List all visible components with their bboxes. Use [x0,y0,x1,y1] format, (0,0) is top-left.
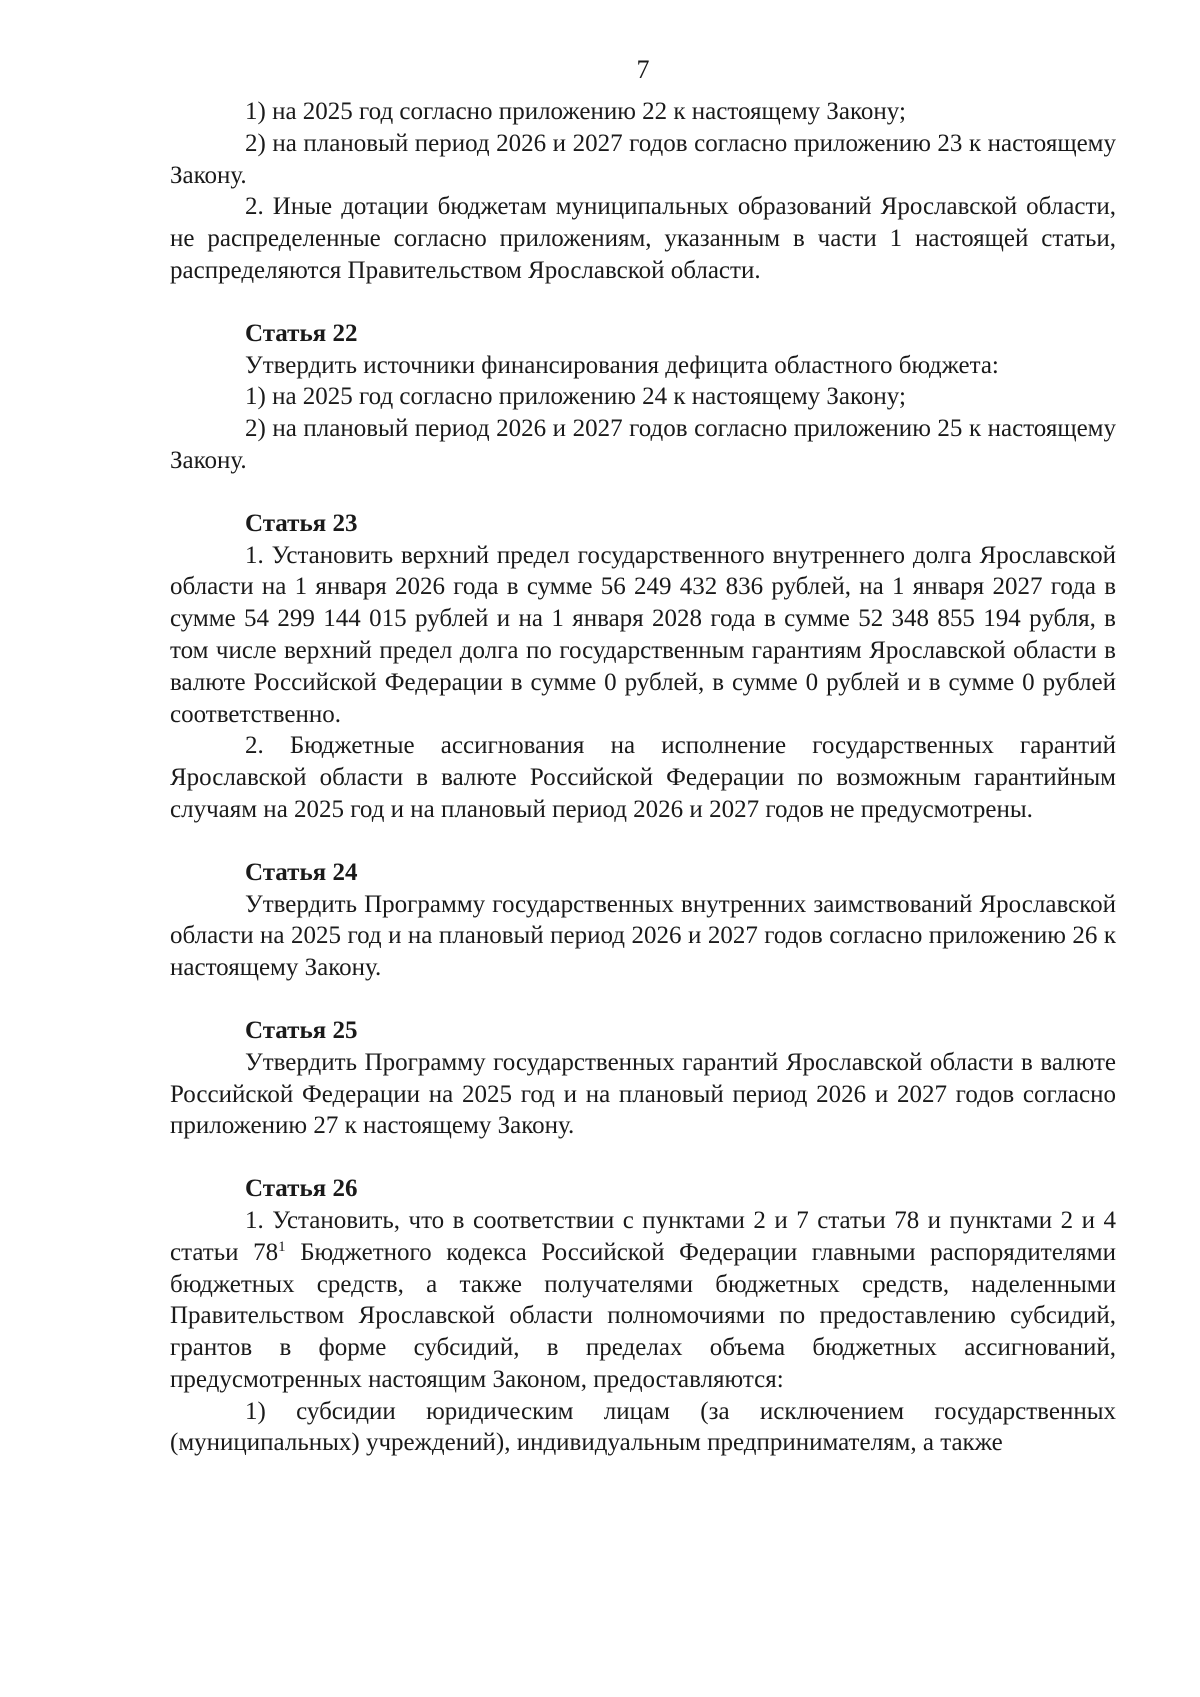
paragraph-intro-3: 2. Иные дотации бюджетам муниципальных образований Ярославской области, не распределенные согласно приложениям, указанным в части 1 настоящей статьи, распределяются Правительством Ярославской области. [170,193,1116,284]
page-number: 7 [636,55,650,84]
article-25-heading: Статья 25 [245,1016,358,1044]
article-26-paragraph-1-start: 1. Установить, что в соответствии с пунктами 2 и 7 статьи 78 и пунктами 2 и 4 статьи 78 [170,1206,1116,1266]
article-23-paragraph-2: 2. Бюджетные ассигнования на исполнение государственных гарантий Ярославской области в валюте Российской Федерации по возможным гарантийным случаям на 2025 год и на плановый период 2026 и 2027 годов не предусмотрены. [170,732,1116,823]
document-page [170,50,1116,1459]
article-22-paragraph-3: 2) на плановый период 2026 и 2027 годов согласно приложению 25 к настоящему Закону. [170,415,1116,474]
article-26-heading: Статья 26 [245,1175,358,1203]
article-26-paragraph-1-end: Бюджетного кодекса Российской Федерации главными распорядителями бюджетных средств, а также получателями бюджетных средств, наделенными Правительством Ярославской области полномочиями по предоставлению субсидий, грантов в форме субсидий, в пределах объема бюджетных ассигнований, предусмотренных настоящим Законом, предоставляются: [170,1238,1117,1393]
article-25-paragraph-1: Утвердить Программу государственных гарантий Ярославской области в валюте Российской Федерации на 2025 год и на плановый период 2026 и 2027 годов согласно приложению 27 к настоящему Закону. [170,1048,1116,1140]
article-22-paragraph-2: 1) на 2025 год согласно приложению 24 к настоящему Закону; [245,383,906,411]
article-24-heading: Статья 24 [245,858,358,886]
article-23-paragraph-1: 1. Установить верхний предел государственного внутреннего долга Ярославской области на 1 января 2026 года в сумме 56 249 432 836 рублей, на 1 января 2027 года в сумме 54 299 144 015 рублей и на 1 января 2028 года в сумме 52 348 855 194 рубля, в том числе верхний предел долга по государственным гарантиям Ярославской области в валюте Российской Федерации в сумме 0 рублей, в сумме 0 рублей и в сумме 0 рублей соответственно. [170,541,1116,728]
paragraph-intro-2: 2) на плановый период 2026 и 2027 годов согласно приложению 23 к настоящему Закону. [170,129,1116,189]
article-22-paragraph-1: Утвердить источники финансирования дефицита областного бюджета: [245,351,999,379]
article-26-paragraph-2: 1) субсидии юридическим лицам (за исключением государственных (муниципальных) учреждений), индивидуальным предпринимателям, а также [170,1397,1116,1457]
article-24-paragraph-1: Утвердить Программу государственных внутренних заимствований Ярославской области на 2025 год и на плановый период 2026 и 2027 годов согласно приложению 26 к настоящему Закону. [170,890,1116,982]
article-22-heading: Статья 22 [245,319,358,347]
article-26-superscript: 1 [278,1238,286,1255]
article-23-heading: Статья 23 [245,509,358,537]
paragraph-intro-1: 1) на 2025 год согласно приложению 22 к настоящему Закону; [245,98,906,125]
article-26-paragraph-1 [170,1205,1116,1396]
